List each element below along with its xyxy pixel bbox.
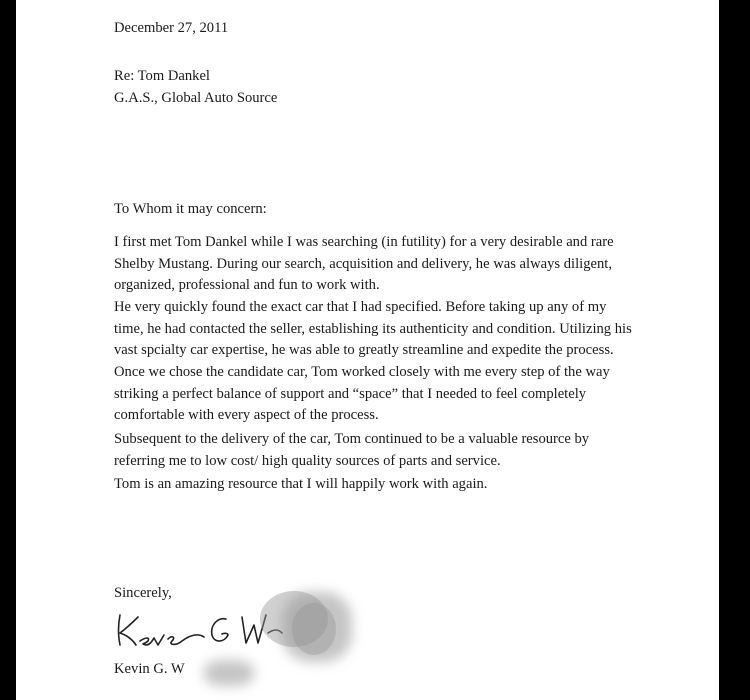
signer-name: Kevin G. W — [114, 661, 185, 677]
redaction-blur — [204, 660, 254, 686]
paragraph-line: comfortable with every aspect of the process. — [114, 407, 379, 423]
redaction-blur — [282, 592, 352, 662]
paragraph-line: Tom is an amazing resource that I will happily work with again. — [114, 476, 488, 492]
closing: Sincerely, — [114, 585, 172, 601]
salutation: To Whom it may concern: — [114, 201, 267, 217]
paragraph-line: striking a perfect balance of support and “space” that I needed to feel completely — [114, 385, 587, 402]
paragraph-line: organized, professional and fun to work with. — [114, 277, 380, 293]
paragraph-line: Subsequent to the delivery of the car, Tom continued to be a valuable resource by — [114, 431, 590, 447]
paragraph-3 — [114, 362, 644, 427]
reference-line: Re: Tom Dankel — [114, 68, 210, 84]
paragraph-4 — [114, 429, 644, 472]
paragraph-line: vast spcialty car expertise, he was able to greatly streamline and expedite the process. — [114, 342, 614, 358]
company-line: G.A.S., Global Auto Source — [114, 89, 278, 106]
paragraph-1 — [114, 232, 644, 297]
letter-page — [16, 0, 719, 700]
paragraph-5 — [114, 474, 644, 496]
paragraph-line: I first met Tom Dankel while I was searching (in futility) for a very desirable and rare — [114, 234, 614, 250]
paragraph-line: Shelby Mustang. During our search, acquisition and delivery, he was always diligent, — [114, 255, 612, 272]
paragraph-line: He very quickly found the exact car that I had specified. Before taking up any of my — [114, 299, 607, 315]
letter-date: December 27, 2011 — [114, 20, 229, 36]
paragraph-2 — [114, 297, 644, 362]
paragraph-line: Once we chose the candidate car, Tom worked closely with me every step of the way — [114, 364, 610, 380]
reference-block — [114, 66, 277, 109]
paragraph-line: referring me to low cost/ high quality sources of parts and service. — [114, 452, 501, 469]
paragraph-line: time, he had contacted the seller, establishing its authenticity and condition. Utilizing his — [114, 320, 632, 337]
